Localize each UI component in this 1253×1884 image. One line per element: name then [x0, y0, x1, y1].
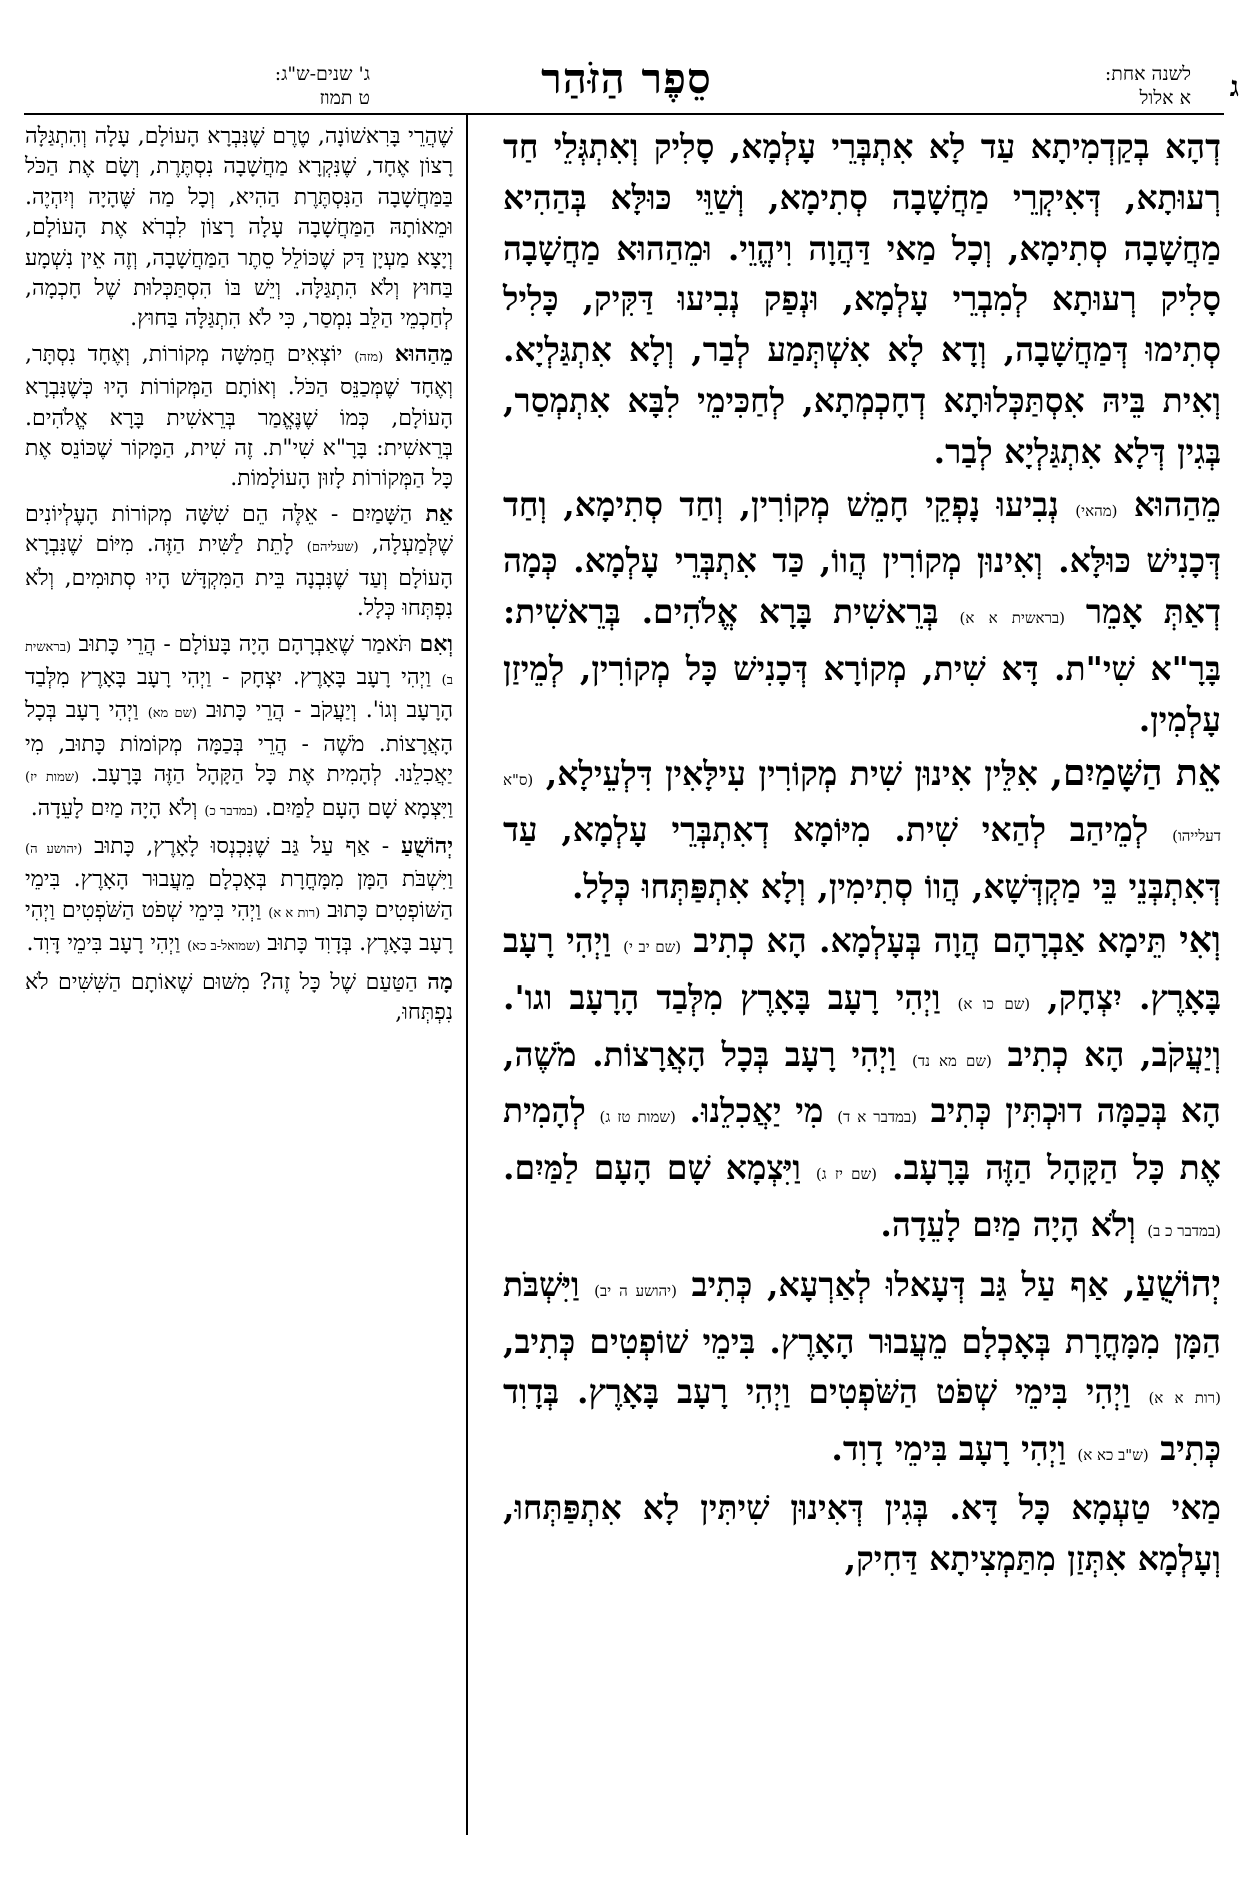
- verse-reference: (שם מא): [147, 706, 197, 722]
- paragraph-lead-word: מֵהַהוּא: [394, 340, 453, 367]
- verse-reference: (רות א א): [268, 905, 321, 921]
- verse-reference: (יהושע ה יב): [594, 1281, 677, 1300]
- paragraph-lead-word: מָה: [427, 968, 453, 995]
- translation-text: - אַף עַל גַּב שֶׁנִּכְנְסוּ לָאָרֶץ, כָּתוּב: [94, 833, 390, 859]
- variant-reading: (מהאי): [1075, 501, 1118, 520]
- variant-reading: (ס"א דעלייהו): [503, 770, 1221, 846]
- main-text: וַיְהִי רָעָב בִּימֵי דָוִד.: [831, 1429, 1066, 1469]
- schedule-label-one-year: לשנה אחת:: [1104, 63, 1191, 85]
- translation-text: וַיְהִי רָעָב בְּכָל הָאֲרָצוֹת. מֹשֶׁה - הֲרֵי בְּכַמָּה מְקוֹמוֹת כָּתוּב, מִי יַאֲכִלֵנוּ. לְהָמִית אֶת כָּל הַקָּהָל הַזֶּה בָּרָעָב.: [25, 698, 453, 788]
- main-paragraph: [503, 1483, 1221, 1585]
- translation-paragraph: [25, 122, 453, 335]
- main-text: אַף עַל גַּב דְּעָאלוּ לְאַרְעָא, כְּתִיב: [691, 1264, 1109, 1304]
- page-number: ג: [1229, 70, 1239, 103]
- header-divider: [24, 113, 1224, 115]
- translation-text: שֶׁהֲרֵי בָּרִאשׁוֹנָה, טֶרֶם שֶׁנִּבְרָא הָעוֹלָם, עָלָה וְהִתְגַּלָּה רָצוֹן אֶחָד, שֶׁנִּקְרָא מַחֲשָׁבָה נִסְתֶּרֶת, וְשָׂם אֶת הַכֹּל בַּמַּחֲשָׁבָה הַנִּסְתֶּרֶת הַהִיא, וְכָל מַה שֶּׁהָיָה וְיִהְיֶה. וּמֵאוֹתָהּ הַמַּחֲשָׁבָה עָלָה רָצוֹן לִבְרֹא אֶת הָעוֹלָם, וְיָצָא מַעְיָן דַּק שֶׁכּוֹלֵל סֵתֶר הַמַּחֲשָׁבָה, וְזֶה אֵין נִשְׁמָע בַּחוּץ וְלֹא הִתְגַּלָּה. וְיֵשׁ בּוֹ הִסְתַּכְּלוּת שֶׁל חָכְמָה, לְחַכְמֵי הַלֵּב נִמְסַר, כִּי לֹא הִתְגַּלָּה בַּחוּץ.: [25, 124, 453, 332]
- verse-reference: (יהושע ה): [25, 841, 83, 857]
- paragraph-lead-word: אֵת: [425, 500, 453, 527]
- verse-reference: (שם כו א): [957, 994, 1031, 1013]
- main-text: לְמֵיהַב לְהַאי שִׁית. מִיּוֹמָא דְאִתְבְּרֵי עָלְמָא, עַד דְּאִתְבְּנֵי בֵּי מַקְדְּשָׁא, הֲווֹ סְתִימִין, וְלָא אִתְפַּתְּחוּ כְּלָל.: [503, 810, 1221, 907]
- page-title: סֵפֶר הַזֹּהַר: [541, 54, 712, 103]
- main-paragraph: [503, 480, 1221, 746]
- translation-text: הַשָּׁמַיִם - אֵלֶּה הֵם שִׁשָּׁה מְקוֹרוֹת הָעֶלְיוֹנִים שֶׁלְּמַעְלָה,: [25, 501, 454, 558]
- column-divider: [466, 115, 468, 1835]
- translation-text: וַיִּשְׁבֹּת הַמָּן מִמָּחֳרָת בְּאָכְלָם מֵעֲבוּר הָאָרֶץ. בִּימֵי הַשּׁוֹפְטִים כָּתוּב: [25, 867, 453, 923]
- verse-reference: (במדבר א ד): [837, 1108, 918, 1127]
- main-paragraph: [503, 1259, 1221, 1481]
- verse-reference: (רות א א): [1148, 1389, 1221, 1408]
- main-text-column: [503, 122, 1221, 1587]
- main-text: וַיְהִי רָעָב בְּכָל הָאֲרָצוֹת. מֹשֶׁה, הָא בְּכַמָּה דוּכְתִּין כְּתִיב: [503, 1034, 1221, 1131]
- main-text: בְּרֵאשִׁית בָּרָא אֱלֹהִים. בְּרֵאשִׁית: בָּרָ"א שִׁי"ת. דָּא שִׁית, מְקוֹרָא דְּכָנִישׁ כָּל מְקוֹרִין, לְמֵיזַן עָלְמִין.: [503, 592, 1221, 739]
- translation-text: לָתֵת לַשִּׁית הַזֶּה. מִיּוֹם שֶׁנִּבְרָא הָעוֹלָם וְעַד שֶׁנִּבְנָה בֵּית הַמִּקְדָּשׁ הָיוּ סְתוּמִים, וְלֹא נִפְתְּחוּ כְּלָל.: [25, 532, 453, 622]
- schedule-label-three-years: ג' שנים-ש"ג:: [274, 63, 370, 85]
- paragraph-lead-word: וְאִי: [1179, 918, 1222, 961]
- translation-text: וַיִּצְמָא שָׁם הָעָם לַמַּיִם.: [264, 795, 453, 821]
- verse-reference: (שם מא נד): [912, 1051, 992, 1070]
- translation-column: [25, 122, 453, 1032]
- verse-reference: (ש"ב כא א): [1077, 1446, 1149, 1465]
- translation-paragraph: [25, 831, 453, 963]
- translation-paragraph: [25, 967, 453, 1029]
- verse-reference: (שמות טז ג): [599, 1108, 676, 1127]
- verse-reference: (בראשית ב): [25, 639, 453, 688]
- main-text: וַיְהִי בִּימֵי שְׁפֹט הַשֹּׁפְטִים וַיְהִי רָעָב בָּאָרֶץ. בְּדָוִד כְּתִיב: [503, 1372, 1221, 1469]
- translation-text: וַיְהִי בִּימֵי שְׁפֹט הַשֹּׁפְטִים וַיְהִי רָעָב בָּאָרֶץ. בְּדָוִד כָּתוּב: [25, 897, 453, 957]
- translation-paragraph: [25, 339, 453, 495]
- main-paragraph: [503, 748, 1221, 913]
- paragraph-lead-word: יְהוֹשֻׁעַ,: [1123, 1262, 1221, 1305]
- verse-reference: (במדבר כ): [204, 803, 258, 819]
- paragraph-lead-word: מֵהַהוּא: [1133, 484, 1221, 524]
- translation-text: וַיְהִי רָעָב בִּימֵי דָּוִד.: [26, 931, 181, 957]
- study-schedule-three-years: [150, 62, 370, 110]
- verse-reference: (שם יז ג): [815, 1165, 878, 1184]
- verse-reference: (במדבר כ ב): [1147, 1221, 1221, 1240]
- translation-text: וַיְהִי רָעָב בָּאָרֶץ. יִצְחָק - וַיְהִי רָעָב בָּאָרֶץ מִלְּבַד הָרָעָב וְגוֹ'. וְיַעֲקֹב - הֲרֵי כָּתוּב: [25, 664, 453, 724]
- variant-reading: (מזה): [354, 349, 384, 365]
- main-text: מַאי טַעְמָא כָּל דָּא. בְּגִין דְּאִינוּן שִׁיתִּין לָא אִתְפַּתְּחוּ, וְעָלְמָא אִתְּזַן מִתַּמְצִיתָא דַּחִיק,: [503, 1487, 1221, 1578]
- verse-reference: (שם יב י): [623, 937, 682, 956]
- main-text: תֵּימָא אַבְרָהָם הֲוָה בְּעָלְמָא. הָא כְתִיב: [693, 920, 1167, 960]
- translation-paragraph: [25, 499, 453, 625]
- verse-reference: (בראשית א א): [959, 609, 1065, 628]
- schedule-date-one-year: א אלול: [1139, 87, 1191, 109]
- main-text: וַיִּשְׁבֹּת הַמָּן מִמָּחֳרָת בְּאָכְלָם מֵעֲבוּר הָאָרֶץ. בִּימֵי שׁוֹפְטִים כְּתִיב,: [503, 1264, 1221, 1361]
- main-text: וַיִּצְמָא שָׁם הָעָם לַמַּיִם.: [503, 1148, 801, 1188]
- paragraph-lead-word: יְהוֹשֻׁעַ: [400, 832, 454, 859]
- paragraph-lead-word: וְאִם: [419, 630, 454, 657]
- main-text: נְבִיעוּ נָפְקֵי חָמֵשׁ מְקוֹרִין, וְחַד סְתִימָא, וְחַד דְּכָנִישׁ כּוּלָּא. וְאִינוּן מְקוֹרִין הֲווֹ, כַּד אִתְבְּרֵי עָלְמָא. כְּמָה דְאַתְּ אָמֵר: [503, 484, 1221, 632]
- main-text: וְלֹא הָיָה מַיִם לָעֵדָה.: [880, 1204, 1136, 1244]
- translation-text: הַטַּעַם שֶׁל כָּל זֶה? מִשּׁוּם שֶׁאוֹתָם הַשִּׁשִּׁים לֹא נִפְתְּחוּ,: [25, 969, 453, 1025]
- main-text: וַיְהִי רָעָב בָּאָרֶץ מִלְּבַד הָרָעָב וגו'. וְיַעֲקֹב, הָא כְתִיב: [503, 977, 1221, 1074]
- main-text: וַיְהִי רָעָב בָּאָרֶץ. יִצְחָק,: [503, 920, 1221, 1017]
- main-paragraph: [503, 122, 1221, 478]
- main-text: אִלֵּין אִינוּן שִׁית מְקוֹרִין עִילָּאִין דִּלְעֵילָא,: [545, 753, 1038, 793]
- main-text: לְהָמִית אֶת כָּל הַקָּהָל הַזֶּה בָּרָעָב.: [503, 1091, 1221, 1188]
- variant-reading: (שעליהם): [306, 540, 359, 556]
- translation-text: יוֹצְאִים חֲמִשָּׁה מְקוֹרוֹת, וְאֶחָד נִסְתָּר, וְאֶחָד שֶׁמְּכַנֵּס הַכֹּל. וְאוֹתָם הַמְּקוֹרוֹת הָיוּ כְּשֶׁנִּבְרָא הָעוֹלָם, כְּמוֹ שֶׁנֶּאֱמַר בְּרֵאשִׁית בָּרָא אֱלֹהִים. בְּרֵאשִׁית: בָּרָ"א שִׁי"ת. זֶה שִׁית, הַמָּקוֹר שֶׁכּוֹנֵס אֶת כָּל הַמְּקוֹרוֹת לָזוּן הָעוֹלָמוֹת.: [25, 341, 453, 492]
- main-paragraph: [503, 915, 1221, 1257]
- translation-paragraph: [25, 629, 453, 827]
- translation-text: וְלֹא הָיָה מַיִם לָעֵדָה.: [30, 795, 198, 821]
- main-text: דְהָא בְקַדְמִיתָא עַד לָא אִתְבְּרֵי עָלְמָא, סָלִיק וְאִתְגְּלֵי חַד רְעוּתָא, דְּאִיקְרֵי מַחֲשָׁבָה סְתִימָא, וְשַׁוֵּי כּוּלָּא בְּהַהִיא מַחֲשָׁבָה סְתִימָא, וְכָל מַאי דַּהֲוָה וִיהֱוֵי. וּמֵהַהוּא מַחֲשָׁבָה סָלִיק רְעוּתָא לְמִבְרֵי עָלְמָא, וּנְפַק נְבִיעוּ דַּקִּיק, כָּלִיל סְתִימוּ דְּמַחֲשָׁבָה, וְדָא לָא אִשְׁתְּמַע לְבַר, וְלָא אִתְגַּלְיָא. וְאִית בֵּיהּ אִסְתַּכְּלוּתָא דְחָכְמְתָא, לְחַכִּימֵי לִבָּא אִתְמְסַר, בְּגִין דְּלָא אִתְגַּלְיָא לְבַר.: [503, 127, 1221, 471]
- schedule-date-three-years: ט תמוז: [319, 87, 370, 109]
- verse-reference: (שמואל-ב כא): [187, 939, 261, 955]
- translation-text: תֹּאמַר שֶׁאַבְרָהָם הָיָה בָּעוֹלָם - הֲרֵי כָּתוּב: [78, 631, 412, 657]
- paragraph-lead-word: אֵת הַשָּׁמַיִם,: [1050, 751, 1221, 794]
- verse-reference: (שמות יז): [25, 770, 80, 786]
- main-text: מִי יַאֲכִלֵנוּ.: [689, 1091, 824, 1131]
